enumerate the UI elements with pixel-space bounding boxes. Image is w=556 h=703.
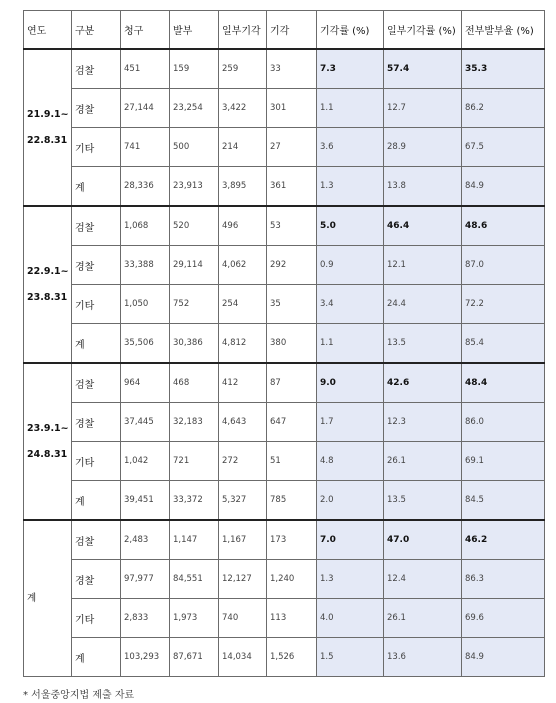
count-cell: 159 [170, 49, 219, 89]
count-cell: 51 [267, 442, 317, 481]
count-cell: 3,895 [219, 167, 267, 207]
header-dismissal-rate: 기각률 (%) [317, 11, 384, 50]
count-cell: 12,127 [219, 560, 267, 599]
count-cell: 4,643 [219, 403, 267, 442]
rate-cell: 12.4 [384, 560, 462, 599]
table-row [24, 403, 545, 442]
count-cell: 35,506 [121, 324, 170, 364]
count-cell: 496 [219, 206, 267, 246]
count-cell: 752 [170, 285, 219, 324]
period-group [24, 520, 545, 677]
period-cell [24, 206, 72, 363]
rate-cell: 28.9 [384, 128, 462, 167]
rate-cell: 48.6 [462, 206, 545, 246]
rate-cell: 1.5 [317, 638, 384, 677]
rate-cell: 12.1 [384, 246, 462, 285]
period-start: 23.9.1~ [27, 422, 69, 434]
period-group [24, 206, 545, 363]
rate-cell: 12.3 [384, 403, 462, 442]
count-cell: 32,183 [170, 403, 219, 442]
count-cell: 33,388 [121, 246, 170, 285]
count-cell: 214 [219, 128, 267, 167]
header-issued: 발부 [170, 11, 219, 50]
rate-cell: 84.9 [462, 167, 545, 207]
period-start: 21.9.1~ [27, 108, 69, 120]
period-start: 계 [27, 592, 37, 604]
category-cell: 기타 [72, 128, 121, 167]
count-cell: 254 [219, 285, 267, 324]
count-cell: 301 [267, 89, 317, 128]
table-row [24, 560, 545, 599]
header-dismissed: 기각 [267, 11, 317, 50]
table-row [24, 246, 545, 285]
category-cell: 검찰 [72, 363, 121, 403]
rate-cell: 46.4 [384, 206, 462, 246]
rate-cell: 4.8 [317, 442, 384, 481]
period-end: 23.8.31 [27, 291, 68, 303]
count-cell: 5,327 [219, 481, 267, 521]
count-cell: 87,671 [170, 638, 219, 677]
rate-cell: 26.1 [384, 599, 462, 638]
category-cell: 경찰 [72, 560, 121, 599]
header-year: 연도 [24, 11, 72, 50]
count-cell: 28,336 [121, 167, 170, 207]
category-cell: 계 [72, 167, 121, 207]
period-end: 22.8.31 [27, 134, 68, 146]
rate-cell: 87.0 [462, 246, 545, 285]
count-cell: 33,372 [170, 481, 219, 521]
rate-cell: 84.5 [462, 481, 545, 521]
category-cell: 기타 [72, 442, 121, 481]
rate-cell: 7.0 [317, 520, 384, 560]
count-cell: 272 [219, 442, 267, 481]
rate-cell: 2.0 [317, 481, 384, 521]
rate-cell: 42.6 [384, 363, 462, 403]
rate-cell: 13.8 [384, 167, 462, 207]
rate-cell: 48.4 [462, 363, 545, 403]
header-row [24, 11, 545, 50]
count-cell: 468 [170, 363, 219, 403]
header-requested: 청구 [121, 11, 170, 50]
rate-cell: 1.3 [317, 560, 384, 599]
category-cell: 경찰 [72, 89, 121, 128]
count-cell: 39,451 [121, 481, 170, 521]
period-end: 24.8.31 [27, 448, 68, 460]
count-cell: 14,034 [219, 638, 267, 677]
count-cell: 2,483 [121, 520, 170, 560]
rate-cell: 13.5 [384, 481, 462, 521]
rate-cell: 9.0 [317, 363, 384, 403]
category-cell: 검찰 [72, 520, 121, 560]
rate-cell: 7.3 [317, 49, 384, 89]
count-cell: 451 [121, 49, 170, 89]
rate-cell: 1.7 [317, 403, 384, 442]
count-cell: 412 [219, 363, 267, 403]
table-row [24, 442, 545, 481]
category-cell: 검찰 [72, 49, 121, 89]
table-row [24, 89, 545, 128]
count-cell: 741 [121, 128, 170, 167]
count-cell: 1,526 [267, 638, 317, 677]
count-cell: 1,042 [121, 442, 170, 481]
rate-cell: 84.9 [462, 638, 545, 677]
period-cell [24, 520, 72, 677]
header-full-issuance-rate: 전부발부율 (%) [462, 11, 545, 50]
count-cell: 23,913 [170, 167, 219, 207]
count-cell: 37,445 [121, 403, 170, 442]
rate-cell: 1.1 [317, 324, 384, 364]
category-cell: 경찰 [72, 403, 121, 442]
count-cell: 647 [267, 403, 317, 442]
count-cell: 292 [267, 246, 317, 285]
table-row [24, 520, 545, 560]
count-cell: 3,422 [219, 89, 267, 128]
category-cell: 계 [72, 638, 121, 677]
count-cell: 4,062 [219, 246, 267, 285]
category-cell: 기타 [72, 285, 121, 324]
footnote: * 서울중앙지법 제출 자료 [23, 690, 135, 701]
table-row [24, 167, 545, 207]
count-cell: 1,240 [267, 560, 317, 599]
table-row [24, 206, 545, 246]
rate-cell: 12.7 [384, 89, 462, 128]
rate-cell: 86.0 [462, 403, 545, 442]
count-cell: 27,144 [121, 89, 170, 128]
category-cell: 검찰 [72, 206, 121, 246]
rate-cell: 69.1 [462, 442, 545, 481]
table-row [24, 128, 545, 167]
period-start: 22.9.1~ [27, 265, 69, 277]
period-cell [24, 363, 72, 520]
count-cell: 964 [121, 363, 170, 403]
count-cell: 1,973 [170, 599, 219, 638]
rate-cell: 1.3 [317, 167, 384, 207]
count-cell: 785 [267, 481, 317, 521]
rate-cell: 3.4 [317, 285, 384, 324]
header-partial-dismissed: 일부기각 [219, 11, 267, 50]
rate-cell: 13.6 [384, 638, 462, 677]
table-row [24, 599, 545, 638]
rate-cell: 35.3 [462, 49, 545, 89]
rate-cell: 0.9 [317, 246, 384, 285]
table-row [24, 481, 545, 521]
period-group [24, 49, 545, 206]
count-cell: 1,147 [170, 520, 219, 560]
header-partial-dismissal-rate: 일부기각률 (%) [384, 11, 462, 50]
count-cell: 173 [267, 520, 317, 560]
rate-cell: 86.3 [462, 560, 545, 599]
count-cell: 27 [267, 128, 317, 167]
table-row [24, 49, 545, 89]
count-cell: 97,977 [121, 560, 170, 599]
period-cell [24, 49, 72, 206]
count-cell: 53 [267, 206, 317, 246]
rate-cell: 1.1 [317, 89, 384, 128]
count-cell: 1,068 [121, 206, 170, 246]
header-category: 구분 [72, 11, 121, 50]
count-cell: 380 [267, 324, 317, 364]
count-cell: 2,833 [121, 599, 170, 638]
table-row [24, 363, 545, 403]
count-cell: 361 [267, 167, 317, 207]
rate-cell: 67.5 [462, 128, 545, 167]
category-cell: 계 [72, 481, 121, 521]
count-cell: 103,293 [121, 638, 170, 677]
rate-cell: 57.4 [384, 49, 462, 89]
category-cell: 경찰 [72, 246, 121, 285]
count-cell: 520 [170, 206, 219, 246]
rate-cell: 26.1 [384, 442, 462, 481]
category-cell: 계 [72, 324, 121, 364]
table-row [24, 285, 545, 324]
count-cell: 721 [170, 442, 219, 481]
rate-cell: 46.2 [462, 520, 545, 560]
count-cell: 113 [267, 599, 317, 638]
table-row [24, 324, 545, 364]
count-cell: 4,812 [219, 324, 267, 364]
rate-cell: 24.4 [384, 285, 462, 324]
count-cell: 33 [267, 49, 317, 89]
count-cell: 500 [170, 128, 219, 167]
rate-cell: 86.2 [462, 89, 545, 128]
rate-cell: 69.6 [462, 599, 545, 638]
rate-cell: 4.0 [317, 599, 384, 638]
rate-cell: 85.4 [462, 324, 545, 364]
count-cell: 740 [219, 599, 267, 638]
table-row [24, 638, 545, 677]
count-cell: 29,114 [170, 246, 219, 285]
count-cell: 87 [267, 363, 317, 403]
count-cell: 23,254 [170, 89, 219, 128]
count-cell: 1,050 [121, 285, 170, 324]
rate-cell: 72.2 [462, 285, 545, 324]
count-cell: 259 [219, 49, 267, 89]
count-cell: 84,551 [170, 560, 219, 599]
period-group [24, 363, 545, 520]
rate-cell: 47.0 [384, 520, 462, 560]
count-cell: 35 [267, 285, 317, 324]
count-cell: 30,386 [170, 324, 219, 364]
rate-cell: 13.5 [384, 324, 462, 364]
rate-cell: 3.6 [317, 128, 384, 167]
rate-cell: 5.0 [317, 206, 384, 246]
warrant-statistics-table [23, 10, 545, 677]
count-cell: 1,167 [219, 520, 267, 560]
category-cell: 기타 [72, 599, 121, 638]
